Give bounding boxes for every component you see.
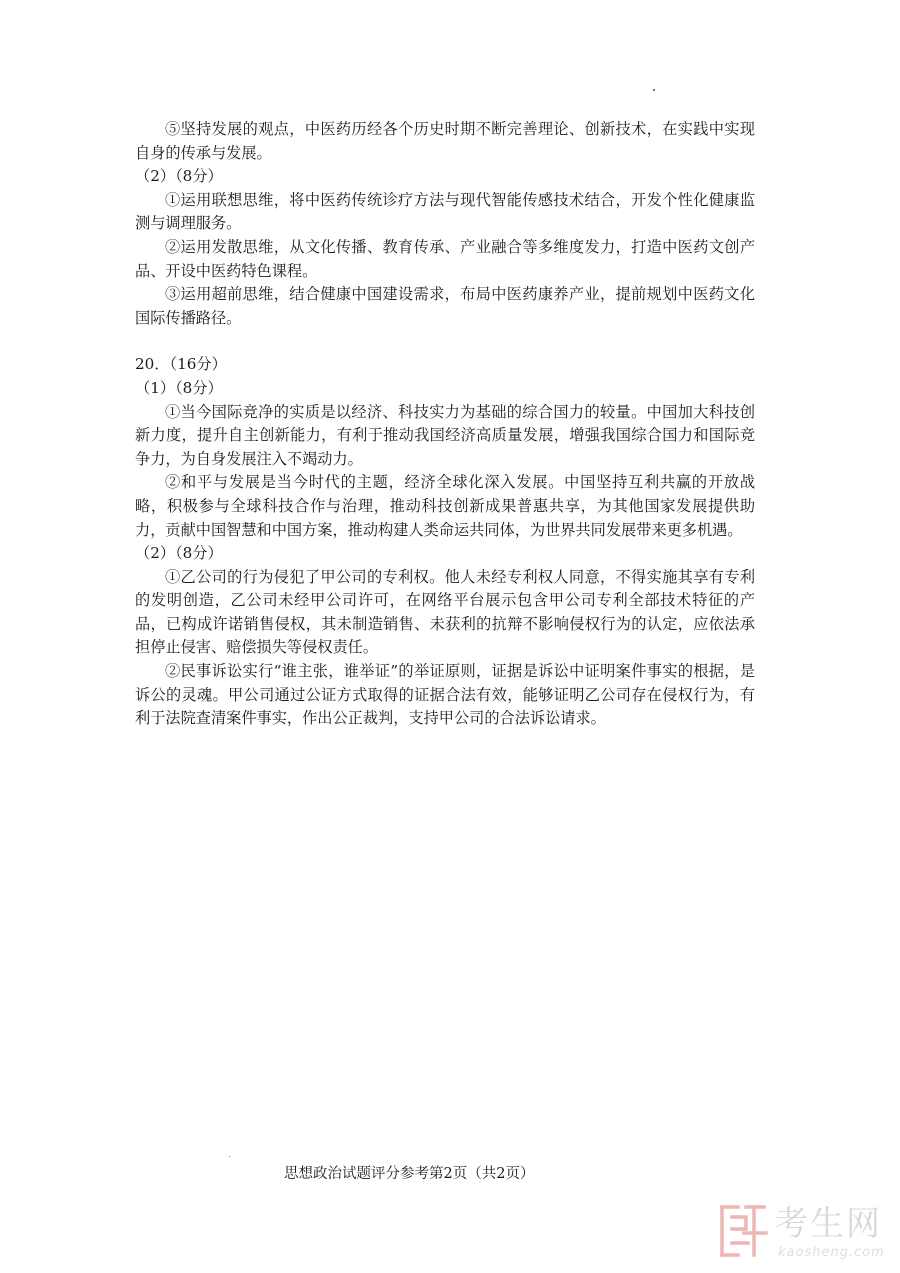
answer-body: [135, 118, 755, 731]
answer-2-point-3: ③运用超前思维，结合健康中国建设需求，布局中医药康养产业，提前规划中医药文化国际传播路径。: [135, 285, 755, 327]
question-20-1-heading: （1）（8分）: [135, 378, 223, 397]
answer-20-1-point-1: ①当今国际竞净的实质是以经济、科技实力为基础的综合国力的较量。中国加大科技创新力度，提升自主创新能力，有利于推动我国经济高质量发展，增强我国综合国力和国际竞争力，为自身发展注入不竭动力。: [135, 402, 755, 468]
scan-speck: [653, 89, 655, 91]
question-20-heading: 20．（16分）: [135, 355, 227, 374]
section-gap: [135, 330, 755, 353]
answer-2-point-1: ①运用联想思维，将中医药传统诊疗方法与现代智能传感技术结合，开发个性化健康监测与调理服务。: [135, 190, 755, 233]
kaosheng-logo-icon: [716, 1203, 770, 1259]
answer-20-2-point-1: ①乙公司的行为侵犯了甲公司的专利权。他人未经专利权人同意，不得实施其享有专利的发明创造，乙公司未经甲公司许可，在网络平台展示包含甲公司专利全部技术特征的产品，已构成许诺销售侵权，其未制造销售、未获利的抗辩不影响侵权行为的认定，应依法承担停止侵害、赔偿损失等侵权责任。: [135, 567, 755, 657]
watermark-url: kaosheng.com: [778, 1245, 885, 1260]
kaosheng-watermark: [716, 1203, 886, 1263]
question-20-2-heading: （2）（8分）: [135, 544, 223, 563]
answer-point-5: ⑤坚持发展的观点，中医药历经各个历史时期不断完善理论、创新技术，在实践中实现自身的传承与发展。: [135, 120, 755, 162]
answer-20-1-point-2: ②和平与发展是当今时代的主题，经济全球化深入发展。中国坚持互利共赢的开放战略，积极参与全球科技合作与治理，推动科技创新成果普惠共享，为其他国家发展提供助力，贡献中国智慧和中国方案，推动构建人类命运共同体，为世界共同发展带来更多机遇。: [135, 473, 755, 539]
answer-2-point-2: ②运用发散思维，从文化传播、教育传承、产业融合等多维度发力，打造中医药文创产品、开设中医药特色课程。: [135, 237, 755, 280]
question-2-heading: （2）（8分）: [135, 167, 223, 186]
watermark-brand: 考生网: [774, 1204, 882, 1244]
page-footer: 思想政治试题评分参考第2页（共2页）: [284, 1166, 535, 1182]
answer-20-2-point-2: ②民事诉讼实行“谁主张，谁举证”的举证原则，证据是诉讼中证明案件事实的根据，是诉公的灵魂。甲公司通过公证方式取得的证据合法有效，能够证明乙公司存在侵权行为，有利于法院查清案件事实，作出公正裁判，支持甲公司的合法诉讼请求。: [135, 662, 755, 728]
scan-speck: [229, 1156, 230, 1157]
